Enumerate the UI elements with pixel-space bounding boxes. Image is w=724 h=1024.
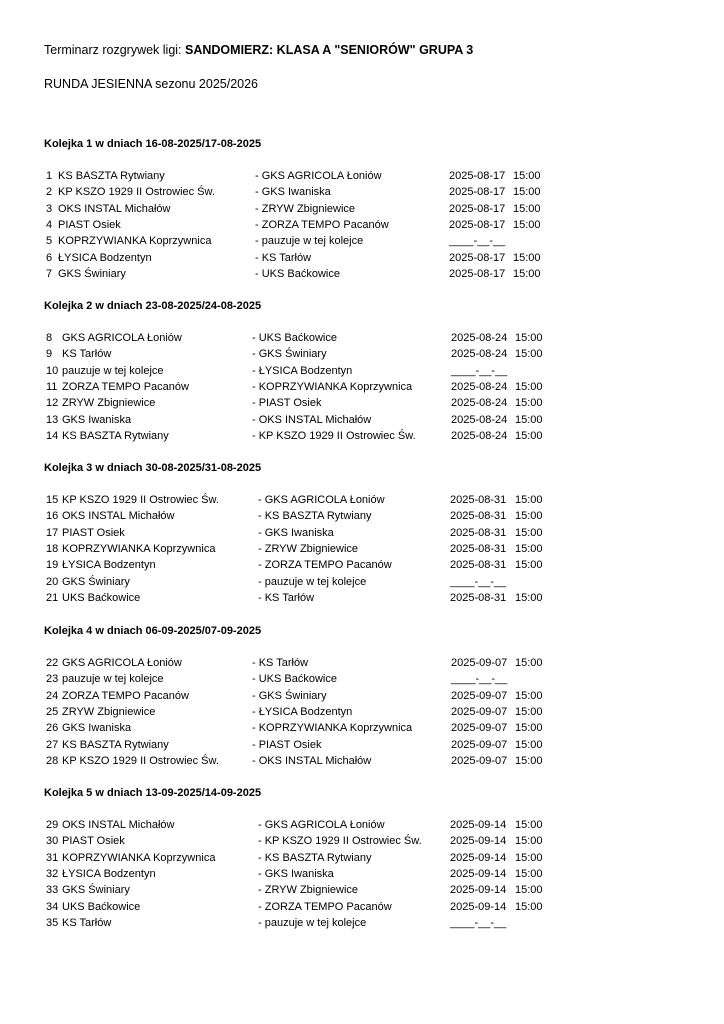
- match-row: [0, 835, 724, 851]
- home-team: OKS INSTAL Michałów: [58, 202, 171, 215]
- home-team: PIAST Osiek: [58, 218, 121, 231]
- home-team: ŁYSICA Bodzentyn: [58, 251, 152, 264]
- match-date: ____-__-__: [449, 235, 506, 248]
- match-number: 32: [46, 867, 59, 880]
- match-number: 29: [46, 819, 59, 831]
- away-team: - UKS Baćkowice: [252, 673, 337, 686]
- match-time: 15:00: [515, 657, 543, 669]
- match-row: [0, 414, 724, 430]
- away-team: - pauzuje w tej kolejce: [258, 916, 367, 929]
- match-number: 19: [46, 559, 59, 572]
- home-team: ZORZA TEMPO Pacanów: [62, 380, 189, 393]
- match-row: [0, 430, 724, 446]
- match-row: [0, 170, 724, 186]
- away-team: - KOPRZYWIANKA Koprzywnica: [252, 722, 413, 735]
- match-time: 15:00: [515, 851, 543, 864]
- match-date: 2025-08-17: [449, 251, 506, 264]
- round-heading: Kolejka 1 w dniach 16-08-2025/17-08-2025: [44, 138, 262, 150]
- match-date: 2025-09-14: [450, 900, 507, 913]
- match-row: [0, 510, 724, 526]
- match-number: 9: [46, 348, 53, 361]
- match-date: ____-__-__: [451, 364, 508, 377]
- home-team: GKS AGRICOLA Łoniów: [62, 332, 182, 344]
- match-number: 13: [46, 413, 59, 426]
- match-number: 15: [46, 494, 59, 506]
- match-number: 20: [46, 575, 59, 588]
- match-time: 15:00: [513, 218, 541, 231]
- match-date: ____-__-__: [451, 673, 508, 686]
- round-heading: Kolejka 4 w dniach 06-09-2025/07-09-2025: [44, 625, 262, 637]
- away-team: - KS BASZTA Rytwiany: [258, 851, 372, 864]
- match-row: [0, 559, 724, 575]
- match-date: 2025-08-17: [449, 202, 506, 215]
- home-team: ŁYSICA Bodzentyn: [62, 867, 156, 880]
- away-team: - UKS Baćkowice: [252, 332, 337, 344]
- match-row: [0, 219, 724, 235]
- home-team: pauzuje w tej kolejce: [62, 673, 164, 686]
- round-heading: Kolejka 2 w dniach 23-08-2025/24-08-2025: [44, 300, 262, 312]
- match-date: 2025-08-24: [451, 429, 508, 442]
- match-number: 35: [46, 916, 59, 929]
- home-team: OKS INSTAL Michałów: [62, 819, 175, 831]
- away-team: - KP KSZO 1929 II Ostrowiec Św.: [258, 835, 422, 848]
- match-time: 15:00: [515, 689, 543, 702]
- match-number: 23: [46, 673, 59, 686]
- match-date: ____-__-__: [450, 575, 507, 588]
- round-heading: Kolejka 3 w dniach 30-08-2025/31-08-2025: [44, 462, 262, 474]
- away-team: - KS Tarłów: [255, 251, 312, 264]
- match-time: 15:00: [515, 332, 543, 344]
- match-number: 6: [46, 251, 53, 264]
- home-team: GKS Iwaniska: [62, 722, 132, 735]
- match-time: 15:00: [515, 738, 543, 751]
- match-time: 15:00: [515, 380, 543, 393]
- match-number: 12: [46, 397, 59, 410]
- match-time: 15:00: [513, 186, 541, 199]
- match-row: [0, 868, 724, 884]
- match-number: 5: [46, 235, 53, 248]
- match-time: 15:00: [515, 819, 543, 831]
- match-row: [0, 203, 724, 219]
- match-row: [0, 657, 724, 673]
- home-team: KS Tarłów: [62, 348, 112, 361]
- match-row: [0, 494, 724, 510]
- match-row: [0, 397, 724, 413]
- match-date: 2025-09-07: [451, 738, 508, 751]
- match-number: 26: [46, 722, 59, 735]
- match-number: 2: [46, 186, 53, 199]
- home-team: GKS Iwaniska: [62, 413, 132, 426]
- match-time: 15:00: [515, 397, 543, 410]
- match-date: 2025-09-07: [451, 754, 508, 767]
- match-number: 33: [46, 884, 59, 897]
- match-row: [0, 235, 724, 251]
- match-row: [0, 543, 724, 559]
- home-team: KOPRZYWIANKA Koprzywnica: [58, 235, 212, 248]
- match-time: 15:00: [515, 835, 543, 848]
- match-number: 27: [46, 738, 59, 751]
- home-team: KP KSZO 1929 II Ostrowiec Św.: [62, 494, 219, 506]
- away-team: - KS BASZTA Rytwiany: [258, 510, 372, 523]
- home-team: GKS AGRICOLA Łoniów: [62, 657, 182, 669]
- match-row: [0, 381, 724, 397]
- home-team: ZRYW Zbigniewice: [62, 705, 156, 718]
- home-team: UKS Baćkowice: [62, 591, 141, 604]
- match-number: 28: [46, 754, 59, 767]
- match-time: 15:00: [513, 251, 541, 264]
- match-row: [0, 673, 724, 689]
- match-number: 3: [46, 202, 53, 215]
- match-row: [0, 690, 724, 706]
- match-date: 2025-08-17: [449, 170, 506, 182]
- away-team: - pauzuje w tej kolejce: [255, 235, 364, 248]
- match-row: [0, 722, 724, 738]
- match-row: [0, 819, 724, 835]
- match-date: 2025-08-24: [451, 413, 508, 426]
- match-date: 2025-08-31: [450, 526, 507, 539]
- match-number: 10: [46, 364, 59, 377]
- home-team: PIAST Osiek: [62, 526, 125, 539]
- season-subtitle: RUNDA JESIENNA sezonu 2025/2026: [44, 77, 259, 91]
- home-team: KS Tarłów: [62, 916, 112, 929]
- away-team: - GKS Świniary: [252, 689, 327, 702]
- home-team: KP KSZO 1929 II Ostrowiec Św.: [58, 186, 215, 199]
- away-team: - pauzuje w tej kolejce: [258, 575, 367, 588]
- match-date: 2025-08-24: [451, 380, 508, 393]
- match-number: 1: [46, 170, 53, 182]
- match-time: 15:00: [515, 900, 543, 913]
- match-number: 31: [46, 851, 59, 864]
- match-date: 2025-08-31: [450, 591, 507, 604]
- match-row: [0, 332, 724, 348]
- match-number: 8: [46, 332, 53, 344]
- match-date: 2025-09-07: [451, 722, 508, 735]
- match-number: 14: [46, 429, 59, 442]
- match-row: [0, 592, 724, 608]
- match-number: 17: [46, 526, 59, 539]
- match-time: 15:00: [515, 429, 543, 442]
- match-row: [0, 268, 724, 284]
- league-name: SANDOMIERZ: KLASA A "SENIORÓW" GRUPA 3: [185, 43, 474, 57]
- home-team: OKS INSTAL Michałów: [62, 510, 175, 523]
- match-date: 2025-09-14: [450, 851, 507, 864]
- home-team: GKS Świniary: [62, 575, 130, 588]
- match-date: 2025-08-24: [451, 332, 508, 344]
- match-row: [0, 755, 724, 771]
- match-row: [0, 901, 724, 917]
- match-date: 2025-09-14: [450, 867, 507, 880]
- match-time: 15:00: [513, 267, 541, 280]
- home-team: KOPRZYWIANKA Koprzywnica: [62, 542, 216, 555]
- home-team: GKS Świniary: [58, 267, 126, 280]
- match-row: [0, 917, 724, 933]
- home-team: ŁYSICA Bodzentyn: [62, 559, 156, 572]
- match-date: 2025-08-17: [449, 218, 506, 231]
- match-time: 15:00: [515, 526, 543, 539]
- match-row: [0, 348, 724, 364]
- page-title: [44, 43, 473, 57]
- home-team: KS BASZTA Rytwiany: [62, 429, 169, 442]
- away-team: - KP KSZO 1929 II Ostrowiec Św.: [252, 429, 416, 442]
- away-team: - GKS Iwaniska: [255, 186, 331, 199]
- match-number: 21: [46, 591, 59, 604]
- match-time: 15:00: [515, 494, 543, 506]
- title-prefix: Terminarz rozgrywek ligi:: [44, 43, 186, 57]
- match-row: [0, 706, 724, 722]
- away-team: - ZRYW Zbigniewice: [255, 202, 356, 215]
- match-time: 15:00: [515, 413, 543, 426]
- match-row: [0, 739, 724, 755]
- match-date: 2025-08-31: [450, 510, 507, 523]
- away-team: - KS Tarłów: [258, 591, 315, 604]
- away-team: - KS Tarłów: [252, 657, 309, 669]
- match-date: 2025-09-14: [450, 835, 507, 848]
- match-date: 2025-09-07: [451, 657, 508, 669]
- away-team: - GKS AGRICOLA Łoniów: [255, 170, 382, 182]
- away-team: - OKS INSTAL Michałów: [252, 754, 372, 767]
- away-team: - GKS AGRICOLA Łoniów: [258, 494, 385, 506]
- match-time: 15:00: [515, 559, 543, 572]
- away-team: - ZORZA TEMPO Pacanów: [258, 559, 392, 572]
- match-time: 15:00: [515, 348, 543, 361]
- home-team: GKS Świniary: [62, 884, 130, 897]
- away-team: - ZORZA TEMPO Pacanów: [258, 900, 392, 913]
- round-heading: Kolejka 5 w dniach 13-09-2025/14-09-2025: [44, 787, 262, 799]
- match-number: 34: [46, 900, 59, 913]
- match-time: 15:00: [515, 542, 543, 555]
- match-row: [0, 186, 724, 202]
- home-team: UKS Baćkowice: [62, 900, 141, 913]
- match-time: 15:00: [513, 202, 541, 215]
- match-time: 15:00: [515, 754, 543, 767]
- away-team: - OKS INSTAL Michałów: [252, 413, 372, 426]
- match-time: 15:00: [515, 722, 543, 735]
- match-time: 15:00: [515, 705, 543, 718]
- match-number: 30: [46, 835, 59, 848]
- home-team: KS BASZTA Rytwiany: [62, 738, 169, 751]
- match-number: 16: [46, 510, 59, 523]
- match-date: 2025-08-17: [449, 186, 506, 199]
- away-team: - GKS Świniary: [252, 348, 327, 361]
- match-date: 2025-09-07: [451, 705, 508, 718]
- match-row: [0, 527, 724, 543]
- match-date: 2025-08-31: [450, 542, 507, 555]
- home-team: ZRYW Zbigniewice: [62, 397, 156, 410]
- match-time: 15:00: [513, 170, 541, 182]
- away-team: - PIAST Osiek: [252, 738, 322, 751]
- match-date: 2025-08-31: [450, 494, 507, 506]
- home-team: ZORZA TEMPO Pacanów: [62, 689, 189, 702]
- away-team: - GKS Iwaniska: [258, 526, 334, 539]
- match-date: 2025-08-24: [451, 397, 508, 410]
- match-number: 25: [46, 705, 59, 718]
- match-time: 15:00: [515, 867, 543, 880]
- match-time: 15:00: [515, 884, 543, 897]
- home-team: KOPRZYWIANKA Koprzywnica: [62, 851, 216, 864]
- match-row: [0, 576, 724, 592]
- match-date: 2025-08-24: [451, 348, 508, 361]
- away-team: - GKS Iwaniska: [258, 867, 334, 880]
- match-date: ____-__-__: [450, 916, 507, 929]
- match-time: 15:00: [515, 510, 543, 523]
- match-row: [0, 365, 724, 381]
- away-team: - ZORZA TEMPO Pacanów: [255, 218, 389, 231]
- match-row: [0, 884, 724, 900]
- match-number: 18: [46, 542, 59, 555]
- match-number: 11: [46, 380, 58, 393]
- match-number: 24: [46, 689, 59, 702]
- match-number: 4: [46, 218, 53, 231]
- away-team: - GKS AGRICOLA Łoniów: [258, 819, 385, 831]
- match-date: 2025-08-31: [450, 559, 507, 572]
- match-time: 15:00: [515, 591, 543, 604]
- match-date: 2025-09-14: [450, 884, 507, 897]
- away-team: - KOPRZYWIANKA Koprzywnica: [252, 380, 413, 393]
- home-team: pauzuje w tej kolejce: [62, 364, 164, 377]
- match-date: 2025-08-17: [449, 267, 506, 280]
- match-date: 2025-09-14: [450, 819, 507, 831]
- away-team: - ŁYSICA Bodzentyn: [252, 364, 353, 377]
- away-team: - PIAST Osiek: [252, 397, 322, 410]
- away-team: - ŁYSICA Bodzentyn: [252, 705, 353, 718]
- match-date: 2025-09-07: [451, 689, 508, 702]
- home-team: KP KSZO 1929 II Ostrowiec Św.: [62, 754, 219, 767]
- match-number: 7: [46, 267, 53, 280]
- away-team: - UKS Baćkowice: [255, 267, 340, 280]
- away-team: - ZRYW Zbigniewice: [258, 542, 359, 555]
- away-team: - ZRYW Zbigniewice: [258, 884, 359, 897]
- home-team: KS BASZTA Rytwiany: [58, 170, 165, 182]
- match-row: [0, 252, 724, 268]
- home-team: PIAST Osiek: [62, 835, 125, 848]
- match-number: 22: [46, 657, 59, 669]
- match-row: [0, 852, 724, 868]
